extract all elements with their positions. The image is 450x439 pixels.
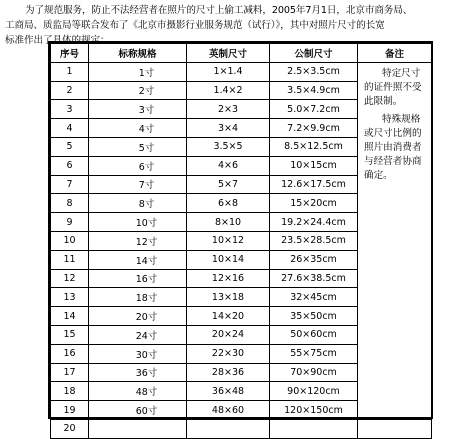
cell-nominal-size: 24寸 [89,325,187,344]
cell-nominal-size: 20寸 [89,307,187,326]
cell-metric-size: 5.0×7.2cm [270,100,358,119]
cell-metric-size: 3.5×4.9cm [270,81,358,100]
cell-metric-size: 26×35cm [270,250,358,269]
cell-metric-size: 10×15cm [270,156,358,175]
cell-index: 13 [51,288,89,307]
cell-imperial-size: 2×3 [187,100,270,119]
cell-metric-size [270,419,358,438]
cell-nominal-size: 6寸 [89,156,187,175]
cell-nominal-size: 4寸 [89,119,187,138]
cell-nominal-size: 8寸 [89,194,187,213]
cell-imperial-size [187,419,270,438]
cell-index: 15 [51,325,89,344]
cell-nominal-size: 2寸 [89,81,187,100]
intro-line-1: 为了规范服务，防止不法经营者在照片的尺寸上偷工减料，2005年7月1日，北京市商务局、 [25,5,413,16]
cell-imperial-size: 14×20 [187,307,270,326]
cell-metric-size: 8.5×12.5cm [270,137,358,156]
cell-imperial-size: 20×24 [187,325,270,344]
header-index: 序号 [51,44,89,63]
cell-nominal-size: 7寸 [89,175,187,194]
cell-index: 19 [51,401,89,420]
cell-imperial-size: 4×6 [187,156,270,175]
cell-metric-size: 19.2×24.4cm [270,213,358,232]
cell-metric-size: 55×75cm [270,344,358,363]
cell-index: 8 [51,194,89,213]
cell-index: 2 [51,81,89,100]
remarks-empty-cell [358,419,432,438]
cell-imperial-size: 36×48 [187,382,270,401]
cell-imperial-size: 1.4×2 [187,81,270,100]
cell-metric-size: 90×120cm [270,382,358,401]
cell-imperial-size: 12×16 [187,269,270,288]
cell-index: 17 [51,363,89,382]
cell-index: 3 [51,100,89,119]
cell-index: 9 [51,213,89,232]
cell-nominal-size: 5寸 [89,137,187,156]
cell-index: 10 [51,231,89,250]
cell-metric-size: 50×60cm [270,325,358,344]
cell-nominal-size: 12寸 [89,231,187,250]
cell-metric-size: 32×45cm [270,288,358,307]
cell-index: 7 [51,175,89,194]
table-header-row [51,44,432,63]
cell-metric-size: 12.6×17.5cm [270,175,358,194]
header-nominal-size: 标称规格 [89,44,187,63]
header-metric-size: 公制尺寸 [270,44,358,63]
cell-index: 5 [51,137,89,156]
cell-metric-size: 15×20cm [270,194,358,213]
cell-index: 18 [51,382,89,401]
photo-size-table [50,43,432,439]
cell-imperial-size: 28×36 [187,363,270,382]
cell-nominal-size: 36寸 [89,363,187,382]
cell-index: 20 [51,419,89,438]
cell-imperial-size: 10×12 [187,231,270,250]
remarks-cell [358,62,432,419]
cell-index: 14 [51,307,89,326]
remarks-paragraph: 特殊规格或尺寸比例的照片由消费者与经营者协商确定。 [364,113,422,181]
cell-nominal-size: 14寸 [89,250,187,269]
cell-imperial-size: 6×8 [187,194,270,213]
cell-metric-size: 27.6×38.5cm [270,269,358,288]
cell-metric-size: 7.2×9.9cm [270,119,358,138]
cell-nominal-size: 16寸 [89,269,187,288]
cell-imperial-size: 5×7 [187,175,270,194]
cell-nominal-size: 10寸 [89,213,187,232]
cell-imperial-size: 13×18 [187,288,270,307]
cell-nominal-size: 48寸 [89,382,187,401]
cell-index: 16 [51,344,89,363]
cell-imperial-size: 22×30 [187,344,270,363]
cell-imperial-size: 48×60 [187,401,270,420]
cell-metric-size: 35×50cm [270,307,358,326]
cell-metric-size: 70×90cm [270,363,358,382]
header-imperial-size: 英制尺寸 [187,44,270,63]
cell-nominal-size [89,419,187,438]
cell-index: 4 [51,119,89,138]
remarks-paragraph: 特定尺寸的证件照不受此限制。 [364,67,422,107]
cell-imperial-size: 8×10 [187,213,270,232]
cell-index: 1 [51,62,89,81]
cell-imperial-size: 1×1.4 [187,62,270,81]
cell-imperial-size: 3×4 [187,119,270,138]
intro-line-3: 标准作出了具体的规定： [5,35,110,46]
cell-index: 11 [51,250,89,269]
cell-index: 12 [51,269,89,288]
cell-nominal-size: 30寸 [89,344,187,363]
cell-index: 6 [51,156,89,175]
cell-imperial-size: 10×14 [187,250,270,269]
cell-imperial-size: 3.5×5 [187,137,270,156]
table-row [51,62,432,81]
cell-metric-size: 2.5×3.5cm [270,62,358,81]
cell-nominal-size: 18寸 [89,288,187,307]
cell-metric-size: 120×150cm [270,401,358,420]
cell-nominal-size: 3寸 [89,100,187,119]
cell-nominal-size: 60寸 [89,401,187,420]
cell-metric-size: 23.5×28.5cm [270,231,358,250]
intro-line-2: 工商局、质监局等联合发布了《北京市摄影行业服务规范（试行）》，其中对照片尺寸的长宽 [5,20,385,31]
header-remarks: 备注 [358,44,432,63]
cell-nominal-size: 1寸 [89,62,187,81]
table-row [51,419,432,438]
